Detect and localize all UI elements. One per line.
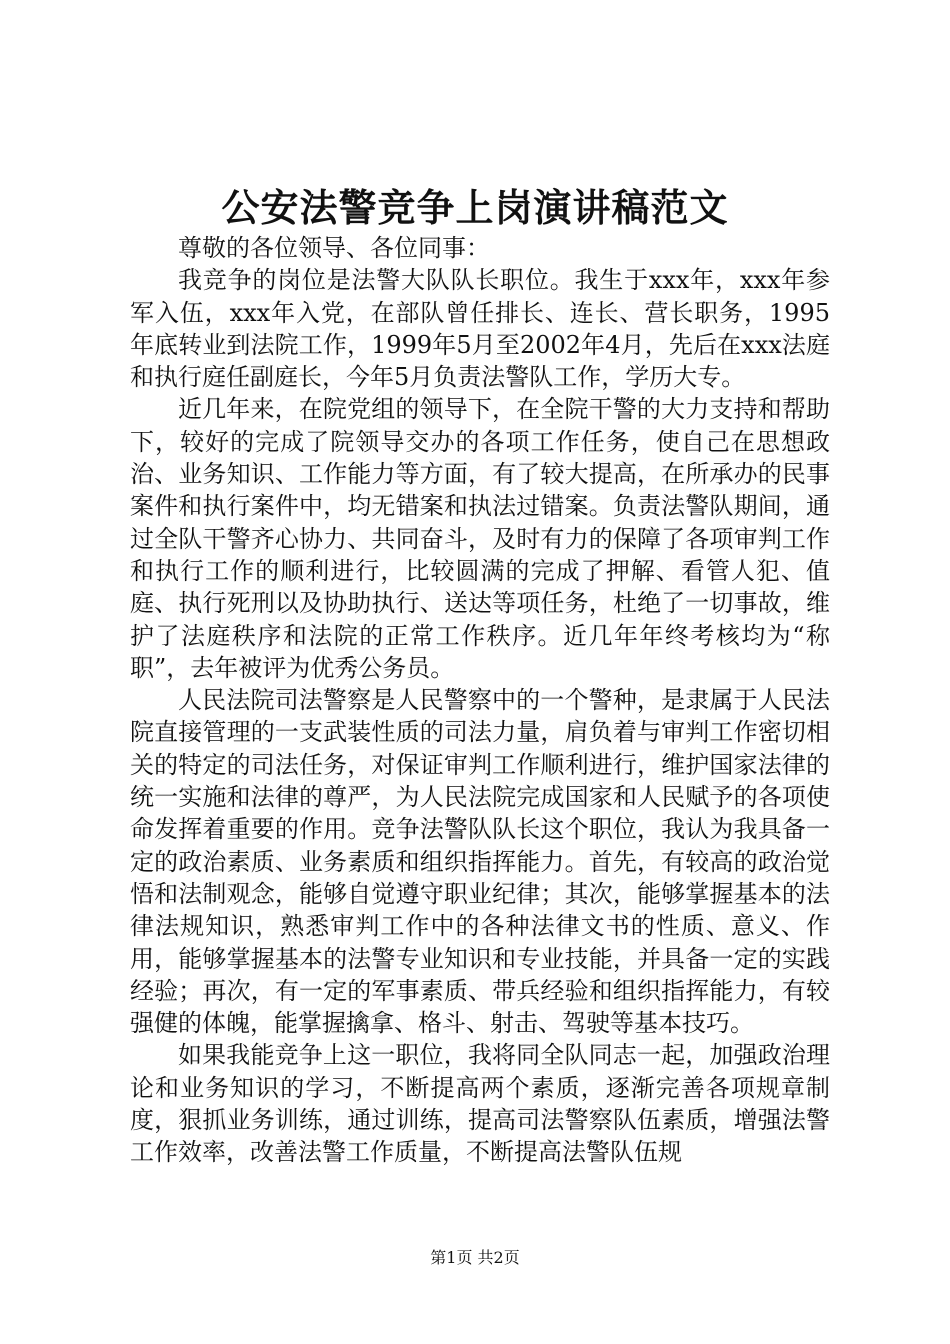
document-title: 公安法警竞争上岗演讲稿范文 — [221, 185, 729, 230]
salutation-paragraph: 尊敬的各位领导、各位同事： — [178, 234, 490, 262]
body-paragraph: 如果我能竞争上这一职位，我将同全队同志一起，加强政治理论和业务知识的学习，不断提高两个素质，逐渐完善各项规章制度，狠抓业务训练，通过训练，提高司法警察队伍素质，增强法警工作效率，改善法警工作质量，不断提高法警队伍规 — [130, 1041, 830, 1167]
body-paragraph: 近几年来，在院党组的领导下，在全院干警的大力支持和帮助下，较好的完成了院领导交办的各项工作任务，使自己在思想政治、业务知识、工作能力等方面，有了较大提高，在所承办的民事案件和执行案件中，均无错案和执法过错案。负责法警队期间，通过全队干警齐心协力、共同奋斗，及时有力的保障了各项审判工作和执行工作的顺利进行，比较圆满的完成了押解、看管人犯、值庭、执行死刑以及协助执行、送达等项任务，杜绝了一切事故，维护了法庭秩序和法院的正常工作秩序。近几年年终考核均为“称职”，去年被评为优秀公务员。 — [130, 395, 830, 682]
body-paragraph: 人民法院司法警察是人民警察中的一个警种，是隶属于人民法院直接管理的一支武装性质的司法力量，肩负着与审判工作密切相关的特定的司法任务，对保证审判工作顺利进行，维护国家法律的统一实施和法律的尊严，为人民法院完成国家和人民赋予的各项使命发挥着重要的作用。竞争法警队队长这个职位，我认为我具备一定的政治素质、业务素质和组织指挥能力。首先，有较高的政治觉悟和法制观念，能够自觉遵守职业纪律；其次，能够掌握基本的法律法规知识，熟悉审判工作中的各种法律文书的性质、意义、作用，能够掌握基本的法警专业知识和专业技能，并具备一定的实践经验；再次，有一定的军事素质、带兵经验和组织指挥能力，有较强健的体魄，能掌握擒拿、格斗、射击、驾驶等基本技巧。 — [130, 686, 830, 1038]
page-number-footer: 第1页 共2页 — [430, 1248, 520, 1267]
body-paragraph: 我竞争的岗位是法警大队队长职位。我生于xxx年，xxx年参军入伍，xxx年入党，在部队曾任排长、连长、营长职务，1995年底转业到法院工作，1999年5月至2002年4月，先后在xxx法庭和执行庭任副庭长，今年5月负责法警队工作，学历大专。 — [130, 266, 830, 392]
document-body — [130, 232, 830, 1169]
